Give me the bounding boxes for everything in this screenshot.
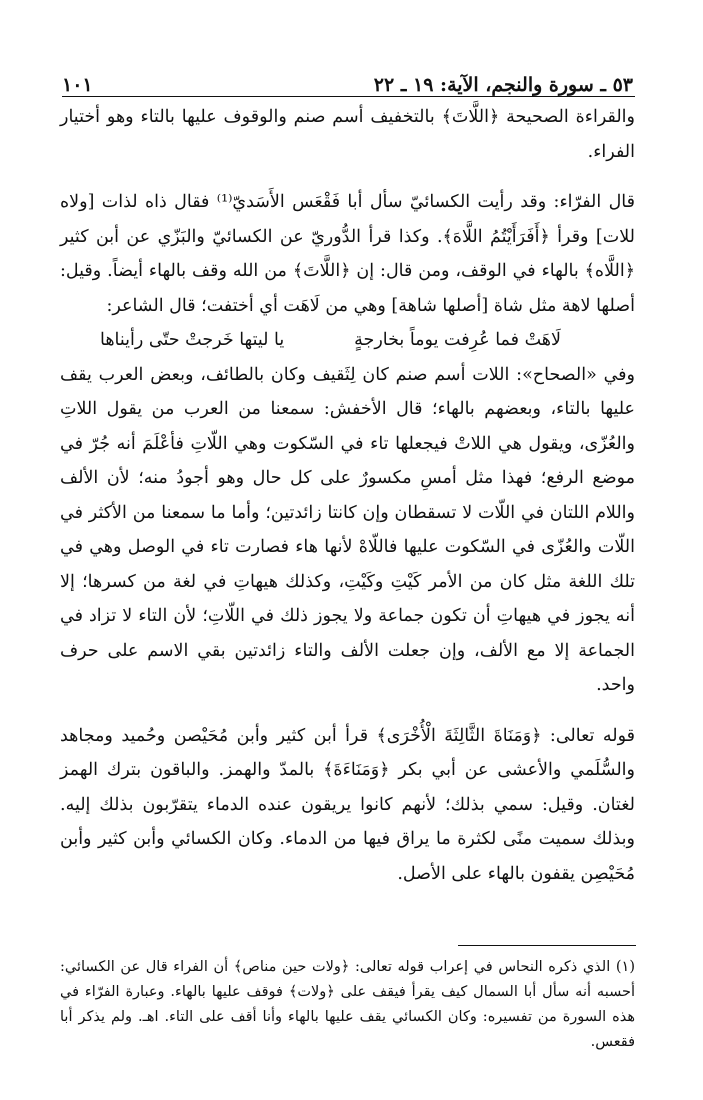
verse-left-hemistich: يا ليتها خَرجتْ حتّى رأيناها: [100, 330, 285, 350]
running-header: [62, 62, 633, 96]
paragraph-reading: والقراءة الصحيحة ﴿اللَّاتَ﴾ بالتخفيف أسم صنم والوقوف عليها بالتاء وهو أختيار الفراء.: [60, 107, 635, 162]
poetry-verse: [60, 323, 635, 358]
paragraph-sihah: وفي «الصحاح»: اللات أسم صنم كان لِثَقيف وكان بالطائف، وبعض العرب يقف عليها بالتاء، وبعضهم بالهاء؛ قال الأخفش: سمعنا من العرب من يقول اللاتِ والعُزّى، ويقول هي اللاتْ فيجعلها تاء في السّكوت وهي اللّاتِ فأعْلَمَ أنه جُرّ في موضع الرفع؛ فهذا مثل أمسِ مكسورٌ على كل حال وهو أجودُ منه؛ لأن الألف واللام اللتان في اللّات لا تسقطان وإن كانتا زائدتين؛ وأما ما سمعنا من الأكثر في اللّات والعُزّى في السّكوت عليها فاللّاهْ لأنها هاء فصارت تاء في الوصل وهي في تلك اللغة مثل كان من الأمر كَيْتِ وكَيْتِ، وكذلك هيهاتِ في لغة من كسرها؛ إلا أنه يجوز في هيهاتِ أن تكون جماعة ولا يجوز ذلك في اللّاتِ؛ لأن التاء لا تزاد في الجماعة إلا مع الألف، وإن جعلت الألف والتاء زائدتين بقي الاسم على حرف واحد.: [60, 364, 635, 695]
footnote-rule: [458, 945, 636, 946]
paragraph-manat: قوله تعالى: ﴿وَمَنَاةَ الثَّالِثَةَ الْأُخْرَى﴾ قرأ أبن كثير وأبن مُحَيْصن وحُميد ومجاهد والسُّلَمي والأعشى عن أبي بكر ﴿وَمَنَاءَةَ﴾ بالمدّ والهمز. والباقون بترك الهمز لغتان. وقيل: سمي بذلك؛ لأنهم كانوا يريقون عنده الدماء يتقرّبون بذلك إليه. وبذلك سميت منًى لكثرة ما يراق فيها من الدماء. وكان الكسائي وأبن كثير وأبن مُحَيْصِن يقفون بالهاء على الأصل.: [60, 725, 635, 884]
paragraph-gap: [60, 703, 635, 719]
header-rule: [62, 96, 635, 97]
footnotes: [60, 955, 635, 1055]
verse-right-hemistich: لَاهَتْ فما عُرِفت يوماً بخارجةٍ: [354, 330, 561, 350]
paragraph-gap: [60, 169, 635, 185]
main-text: [60, 100, 635, 891]
paragraph-farra: قال الفرّاء: وقد رأيت الكسائيّ سأل أبا فَقْعَس الأَسَديّ⁽¹⁾ فقال ذاه لذات [ولاه للات] وقرأ ﴿أَفَرَأَيْتُمُ اللَّاهَ﴾. وكذا قرأ الدُّوريّ عن الكسائيّ والبَزّي عن أبن كثير ﴿اللَّاه﴾ بالهاء في الوقف، ومن قال: إن ﴿اللَّاتَ﴾ من الله وقف بالهاء أيضاً. وقيل: أصلها لاهة مثل شاة [أصلها شاهة] وهي من لَاهَت أي أختفت؛ قال الشاعر:: [60, 192, 636, 316]
running-title: ٥٣ ـ سورة والنجم، الآية: ١٩ ـ ٢٢: [373, 74, 633, 96]
page-number: ١٠١: [62, 74, 93, 96]
footnote-1: (١) الذي ذكره النحاس في إعراب قوله تعالى: ﴿ولات حين مناص﴾ أن الفراء قال عن الكسائي: أحسبه أنه سأل أبا السمال كيف يقرأ فيقف على ﴿ولات﴾ فوقف عليها بالهاء. وعبارة الفرّاء في هذه السورة من تفسيره: وكان الكسائي يقف عليها بالهاء وأنا أقف على التاء. اهـ. ولم يذكر أبا فقعس.: [60, 959, 635, 1050]
